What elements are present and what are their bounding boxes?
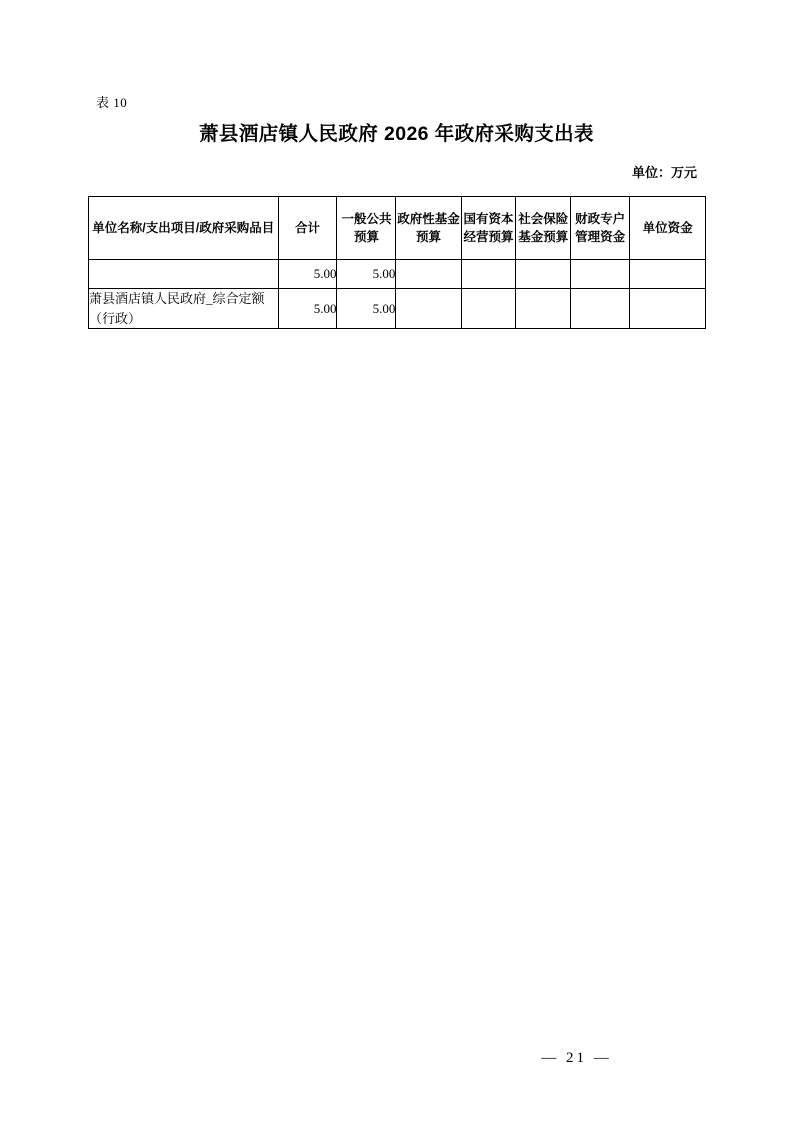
table-row	[89, 289, 706, 329]
cell-general-public-budget: 5.00	[337, 260, 396, 289]
cell-unit-name: 萧县酒店镇人民政府_综合定额（行政）	[89, 289, 279, 329]
cell-state-capital-budget	[461, 289, 516, 329]
column-header-unit-fund: 单位资金	[630, 197, 706, 260]
column-header-social-insurance-budget: 社会保险基金预算	[516, 197, 571, 260]
cell-unit-fund	[630, 260, 706, 289]
cell-social-insurance-budget	[516, 289, 571, 329]
column-header-unit-name: 单位名称/支出项目/政府采购品目	[89, 197, 279, 260]
column-header-fiscal-account-fund: 财政专户管理资金	[571, 197, 630, 260]
cell-social-insurance-budget	[516, 260, 571, 289]
table-row	[89, 260, 706, 289]
cell-unit-fund	[630, 289, 706, 329]
page-number-text: — 21 —	[541, 1050, 612, 1066]
column-header-gov-fund-budget: 政府性基金预算	[396, 197, 461, 260]
cell-total: 5.00	[278, 289, 337, 329]
page-title: 萧县酒店镇人民政府 2026 年政府采购支出表	[199, 123, 594, 145]
cell-fiscal-account-fund	[571, 260, 630, 289]
unit-note: 单位：万元	[631, 165, 697, 180]
cell-gov-fund-budget	[396, 289, 461, 329]
cell-general-public-budget: 5.00	[337, 289, 396, 329]
page-number	[0, 1050, 793, 1067]
cell-total: 5.00	[278, 260, 337, 289]
procurement-expenditure-table	[88, 196, 706, 329]
cell-gov-fund-budget	[396, 260, 461, 289]
table-header-row	[89, 197, 706, 260]
cell-state-capital-budget	[461, 260, 516, 289]
column-header-total: 合计	[278, 197, 337, 260]
column-header-general-public-budget: 一般公共预算	[337, 197, 396, 260]
cell-fiscal-account-fund	[571, 289, 630, 329]
cell-unit-name	[89, 260, 279, 289]
column-header-state-capital-budget: 国有资本经营预算	[461, 197, 516, 260]
table-label: 表 10	[96, 95, 128, 110]
